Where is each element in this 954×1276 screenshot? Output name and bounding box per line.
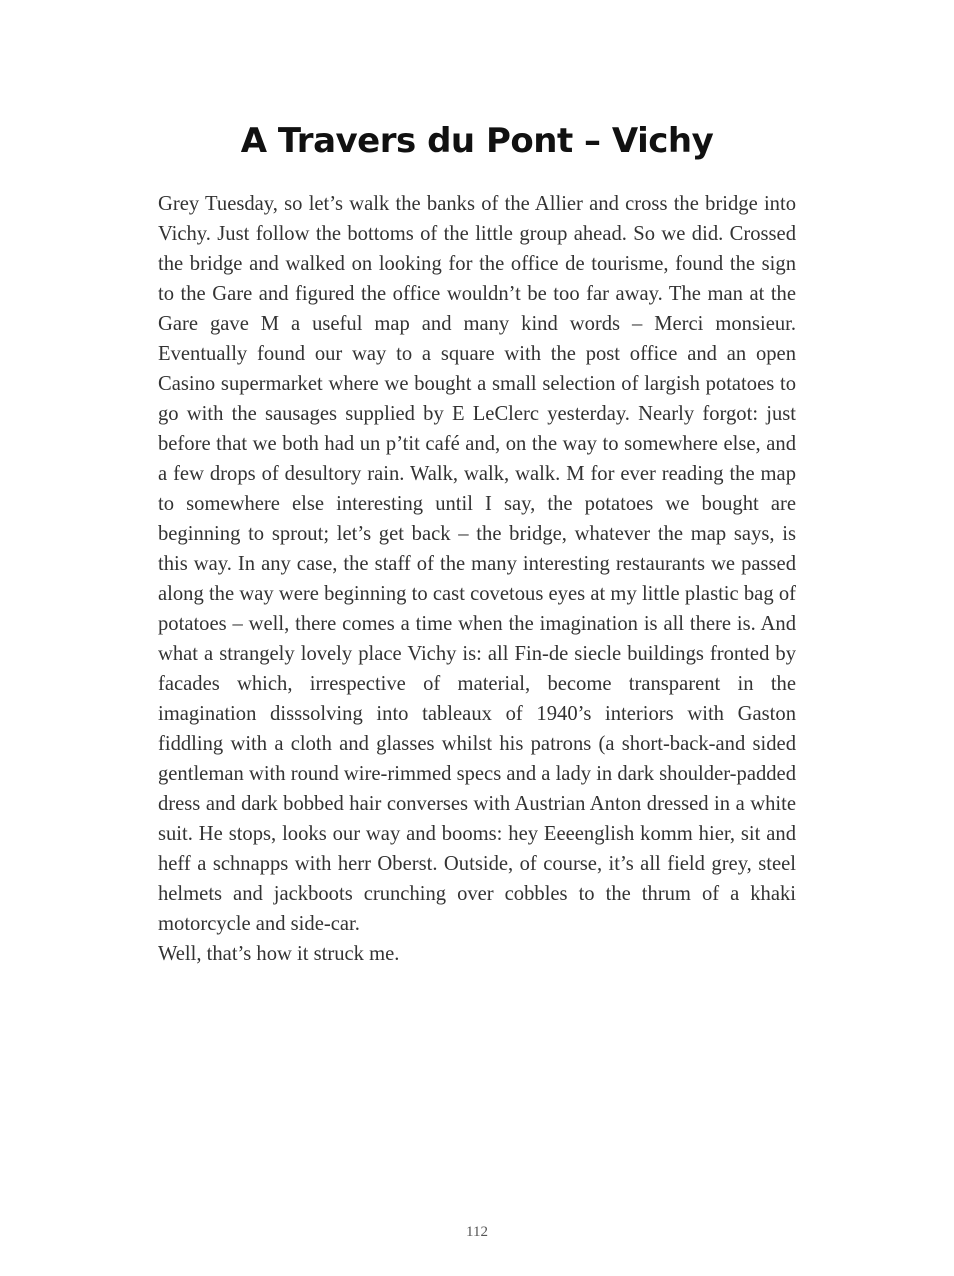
- paragraph: Well, that’s how it struck me.: [158, 943, 400, 965]
- page-title: A Travers du Pont – Vichy: [240, 121, 714, 161]
- paragraph: Grey Tuesday, so let’s walk the banks of the Allier and cross the bridge into Vichy. Just follow the bottoms of the little group ahead. So we did. Crossed the bridge and walked on looking for the office de tourisme, found the sign to the Gare and figured the office wouldn’t be too far away. The man at the Gare gave M a useful map and many kind words – Merci monsieur. Eventually found our way to a square with the post office and an open Casino supermarket where we bought a small selection of largish potatoes to go with the sausages supplied by E LeClerc yesterday. Nearly forgot: just before that we both had un p’tit café and, on the way to somewhere else, and a few drops of desultory rain. Walk, walk, walk. M for ever reading the map to somewhere else interesting until I say, the potatoes we bought are beginning to sprout; let’s get back – the bridge, whatever the map says, is this way. In any case, the staff of the many interesting restaurants we passed along the way were beginning to cast covetous eyes at my little plastic bag of potatoes – well, there comes a time when the imagination is all there is. And what a strangely lovely place Vichy is: all Fin-de siecle buildings fronted by facades which, irrespective of material, become transparent in the imagination disssolving into tableaux of 1940’s interiors with Gaston fiddling with a cloth and glasses whilst his patrons (a short-back-and sided gentleman with round wire-rimmed specs and a lady in dark shoulder-padded dress and dark bobbed hair converses with Austrian Anton dressed in a white suit. He stops, looks our way and booms: hey Eeeenglish komm hier, sit and heff a schnapps with herr Oberst. Outside, of course, it’s all field grey, steel helmets and jackboots crunching over cobbles to the thrum of a khaki motorcycle and side-car.: [158, 193, 796, 935]
- page-number: 112: [466, 1224, 488, 1240]
- body-text: [158, 189, 796, 969]
